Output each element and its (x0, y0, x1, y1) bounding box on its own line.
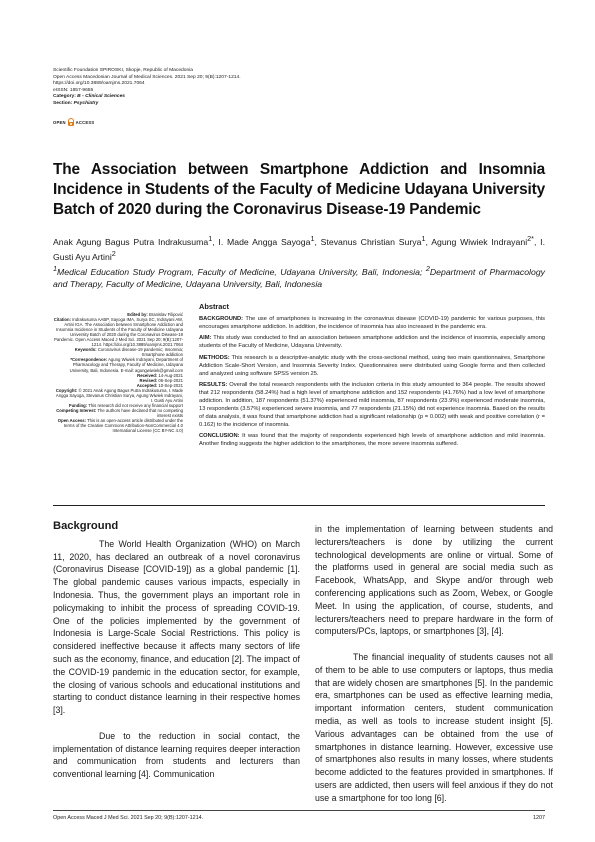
journal-header (53, 68, 433, 108)
abstract-text: Overall the total research respondents with the inclusion criteria in this study amounted to 364 people. The results showed that 212 respondents (58.24%) had a high level of smartphone addiction and 152 respondents (41.76%) had a low level of smartphone addiction. In addition, 187 respondents (51.37%) experienced mild insomnia, 87 respondents (23.9%) experienced moderate insomnia, 13 respondents (3.57%) experienced severe insomnia, and 77 respondents (21.15%) did not experience insomnia. Based on the results of data analysis, it was found that smartphone addiction had a significant relationship (p = 0.002) with weak and positive correlation (r = 0.162) to the incidence of insomnia. (199, 382, 545, 428)
abstract-label: AIM: (199, 335, 212, 342)
abstract-text: The use of smartphones is increasing in the coronavirus disease (COVID-19) pandemic for various purposes, this encourages smartphone addiction. In addition, the incidence of insomnia has also increased in the pandemic era. (199, 315, 545, 330)
affiliation-superscript: 1 (53, 264, 58, 273)
journal-line: Open Access Macedonian Journal of Medical Sciences. 2021 Sep 20; 9(B):1207-1214. (53, 74, 241, 80)
abstract-label: RESULTS: (199, 382, 228, 389)
meta-value: © 2021 Anak Agung Bagus Putra Indrakusuma, I. Made Angga Sayoga, Stevanus Christian Surya, Agung Wiwiek Indrayani, I. Gusti Ayu Artini (55, 387, 183, 403)
open-access-note (53, 418, 183, 433)
affiliation-superscript: 1 (310, 234, 315, 243)
body-paragraph: The financial inequality of students causes not all of them to be able to use computers or laptops, thus media that are widely chosen are smartphones [5]. In the pandemic era, smartphones can be used as effective learning media, important information centers, student communication media, as well as tools to increase student insight [5]. Various advantages can be obtained from the use of smartphones in distance learning. However, excessive use of smartphones also results in many losses, where students become addicted to the features provided in smartphones. If users are addicted, then users will feel anxious if they do not use a smartphone for too long [6]. (315, 651, 553, 803)
citation (53, 317, 183, 347)
meta-label: Copyright: (55, 387, 78, 393)
author-list (53, 233, 545, 264)
section-divider (53, 505, 545, 506)
abstract-background (199, 316, 545, 332)
abstract-label: METHODS: (199, 354, 230, 361)
author-name: , I. Made Angga Sayoga (212, 236, 311, 247)
body-paragraph: Due to the reduction in social contact, the implementation of distance learning requires deeper interaction and communication from students and lecturers than conventional learning [4]. Communication (53, 730, 300, 780)
logo-access-text: ACCESS (75, 119, 95, 125)
meta-label: Funding: (68, 402, 88, 408)
keywords (53, 347, 183, 357)
copyright (53, 388, 183, 403)
author-name: , Agung Wiwiek Indrayani (425, 236, 528, 247)
article-metadata (53, 312, 183, 433)
page-number: 1207 (533, 815, 545, 821)
section-label: Section: (53, 100, 73, 106)
abstract-conclusion (199, 433, 545, 449)
meta-value: This research did not receive any financial support (87, 402, 183, 408)
section-line (53, 101, 433, 108)
meta-label: Competing Interest: (56, 407, 97, 413)
meta-value: Indrakusuma AABP, Sayoga IMA, Surya SC, Indrayani AW, Artini IGA. The Association between Smartphone Addiction and Insomnia Incidence in Students of the Faculty of Medicine Udayana University Batch of 2020 during the Coronavirus Disease-19 Pandemic. Open Access Maced J Med Sci. 2021 Sep 20; 9(B):1207-1214. https://doi.org/10.3889/oamjms.2021.7064 (54, 317, 183, 348)
abstract-text: This study was conducted to find an association between smartphone addiction and the incidence of insomnia, especially among students of the Faculty of Medicine, Udayana University. (199, 335, 545, 350)
abstract-heading: Abstract (199, 302, 229, 311)
category-value: B - Clinical Sciences (75, 94, 126, 100)
meta-value: 10-Sep-2021 (157, 382, 183, 388)
body-paragraph: in the implementation of learning between students and lecturers/teachers is done by utilizing the current technological developments are online or virtual. Some of the platforms used in general are social media such as Facebook, WhatsApp, and Skype and/or through web conferencing applications such as Zoom, Webex, or Google Meet. In using the application, of course, students, and lecturers/teachers need to prepare hardware in the form of computers/PCs, laptops, or smartphones [3], [4]. (315, 524, 553, 637)
affiliation-superscript: 1 (421, 234, 426, 243)
meta-label: Keywords: (74, 347, 97, 353)
author-name: Anak Agung Bagus Putra Indrakusuma (53, 236, 209, 247)
body-paragraph: The World Health Organization (WHO) on March 11, 2020, has declared an outbreak of a novel coronavirus (Coronavirus Disease [COVID-19]) as a global pandemic [1]. The global pandemic causes various impacts, especially in Indonesia. Thus, the government plays an important role in policymaking to inhibit the process of spreading COVID-19. One of the policies implemented by the government of Indonesia is Large-Scale Social Restrictions. This policy is considered ineffective because it affects many sectors of life such as the economy, finance, and education [2]. The impact of the COVID-19 pandemic in the education sector, for example, the closing of various schools and educational institutions and starting to conduct distance learning in their respective homes [3]. (53, 538, 300, 716)
abstract-results (199, 382, 545, 429)
correspondence (53, 357, 183, 372)
background-heading: Background (53, 520, 119, 532)
meta-value: 06-Sep-2021 (157, 377, 183, 383)
meta-value: 14-Aug-2021 (157, 372, 183, 378)
meta-value: Coronavirus disease-19 pandemic; Insomnia; Smartphone addiction (96, 347, 183, 358)
meta-label: Accepted: (136, 382, 158, 388)
meta-label: Received: (137, 372, 158, 378)
footer-divider (53, 810, 545, 811)
abstract-text: It was found that the majority of respondents experienced high levels of smartphone addiction and mild insomnia. Another finding suggests the higher addiction to the smartphones, the more severe insomnia suffered. (199, 433, 545, 447)
meta-label: Citation: (53, 317, 72, 323)
meta-label: Open Access: (57, 417, 86, 423)
meta-value: Branislav Filipović (147, 312, 183, 317)
affiliation-superscript: 2* (527, 234, 534, 243)
author-name: , Stevanus Christian Surya (314, 236, 422, 247)
article-title: The Association between Smartphone Addiction and Insomnia Incidence in Students of the Faculty of Medicine Udayana University Batch of 2020 during the Coronavirus Disease-19 Pandemic (53, 161, 545, 218)
footer-citation: Open Access Maced J Med Sci. 2021 Sep 20; 9(B):1207-1214. (53, 815, 204, 821)
affiliation-superscript: 2 (425, 264, 430, 273)
abstract-text: This research is a descriptive-analytic study with the cross-sectional method, using two main questionnaires, Smartphone Addiction Scale-Short Version, and Insomnia Severity Index. Questionnaires were distributed using Google forms and then collected and analyzed using software SPSS version 25. (199, 354, 545, 377)
category-line (53, 94, 433, 101)
abstract-aim (199, 335, 545, 351)
affiliation-text: Medical Education Study Program, Faculty of Medicine, Udayana University, Bali, Indonesia; (57, 266, 426, 277)
abstract-label: BACKGROUND: (199, 315, 244, 322)
body-column-right (315, 523, 553, 817)
meta-value: The authors have declared that no competing interest exists (96, 407, 183, 418)
category-label: Category: (53, 94, 76, 100)
eissn-line: eISSN: 1857-9655 (53, 87, 94, 93)
meta-label: *Correspondence: (70, 357, 108, 363)
affiliation-superscript: 1 (208, 234, 213, 243)
affiliations (53, 263, 545, 291)
abstract-label: CONCLUSION: (199, 433, 240, 440)
logo-open-text: OPEN (53, 119, 66, 125)
meta-label: Edited by: (127, 312, 148, 317)
open-access-logo (53, 117, 94, 127)
competing-interest (53, 408, 183, 418)
publisher-line: Scientific Foundation SPIROSKI, Skopje, Republic of Macedonia (53, 68, 194, 73)
author-name: , I. Gusti Ayu Artini (53, 236, 546, 263)
meta-value: Agung Wiwiek Indrayani, Department of Pharmacology and Therapy, Faculty of Medicine, Udayana University, Bali, Indonesia. E-mail: agungwiwiek@gmail.com (69, 357, 183, 373)
abstract (199, 303, 545, 452)
meta-label: Revised: (139, 377, 158, 383)
meta-value: This is an open-access article distributed under the terms of the Creative Commons Attribution-NonCommercial 4.0 International License (CC BY-NC 4.0) (63, 417, 183, 434)
body-column-left (53, 520, 300, 794)
section-value: Psychiatry (72, 100, 99, 106)
open-lock-icon (68, 118, 74, 126)
affiliation-superscript: 2 (111, 249, 116, 259)
affiliation-text: Department of Pharmacology and Therapy, Faculty of Medicine, Udayana University, Bali, Indonesia (53, 266, 545, 290)
doi-link[interactable]: https://doi.org/10.3889/oamjms.2021.7064 (53, 81, 145, 87)
abstract-methods (199, 355, 545, 379)
